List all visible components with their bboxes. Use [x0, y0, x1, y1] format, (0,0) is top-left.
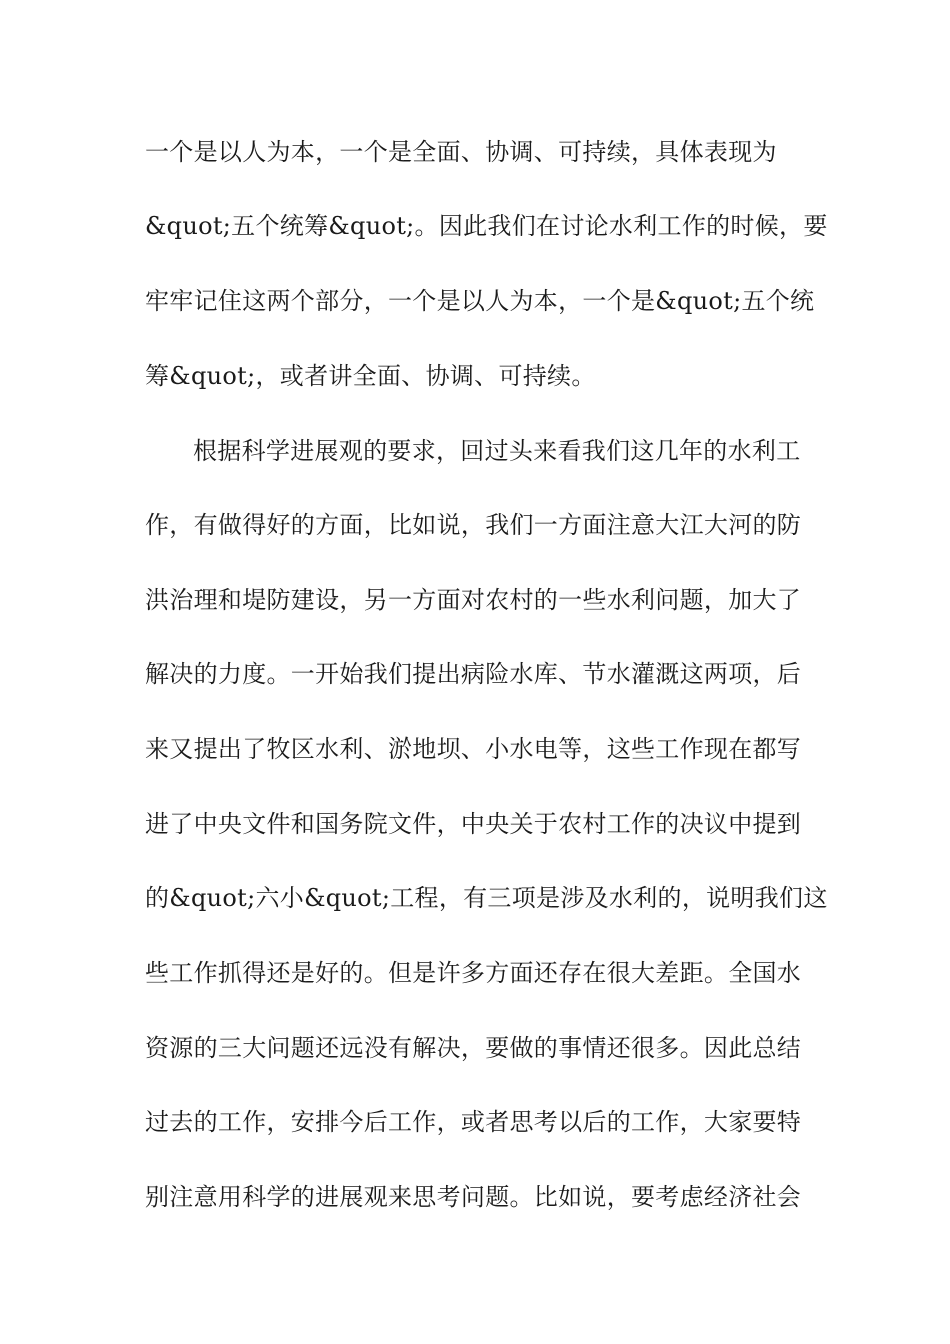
text-line: 解决的力度。一开始我们提出病险水库、节水灌溉这两项，后	[145, 660, 802, 688]
text-line: 过去的工作，安排今后工作，或者思考以后的工作，大家要特	[145, 1108, 802, 1136]
text-line: 来又提出了牧区水利、淤地坝、小水电等，这些工作现在都写	[145, 735, 802, 763]
text-line: 一个是以人为本，一个是全面、协调、可持续，具体表现为	[145, 138, 777, 166]
text-line: 进了中央文件和国务院文件，中央关于农村工作的决议中提到	[145, 810, 802, 838]
text-line: 些工作抓得还是好的。但是许多方面还存在很大差距。全国水	[145, 959, 802, 987]
text-line: 筹&quot;，或者讲全面、协调、可持续。	[145, 362, 596, 390]
text-line: 别注意用科学的进展观来思考问题。比如说，要考虑经济社会	[145, 1183, 802, 1211]
text-line: 作，有做得好的方面，比如说，我们一方面注意大江大河的防	[145, 511, 802, 539]
paragraph-first-line: 根据科学进展观的要求，回过头来看我们这几年的水利工	[193, 437, 801, 465]
text-line: 资源的三大问题还远没有解决，要做的事情还很多。因此总结	[145, 1034, 802, 1062]
text-line: 牢牢记住这两个部分，一个是以人为本，一个是&quot;五个统	[145, 287, 815, 315]
text-line: 的&quot;六小&quot;工程，有三项是涉及水利的，说明我们这	[145, 884, 828, 912]
text-line: &quot;五个统筹&quot;。因此我们在讨论水利工作的时候，要	[145, 212, 828, 240]
text-line: 洪治理和堤防建设，另一方面对农村的一些水利问题，加大了	[145, 586, 802, 614]
